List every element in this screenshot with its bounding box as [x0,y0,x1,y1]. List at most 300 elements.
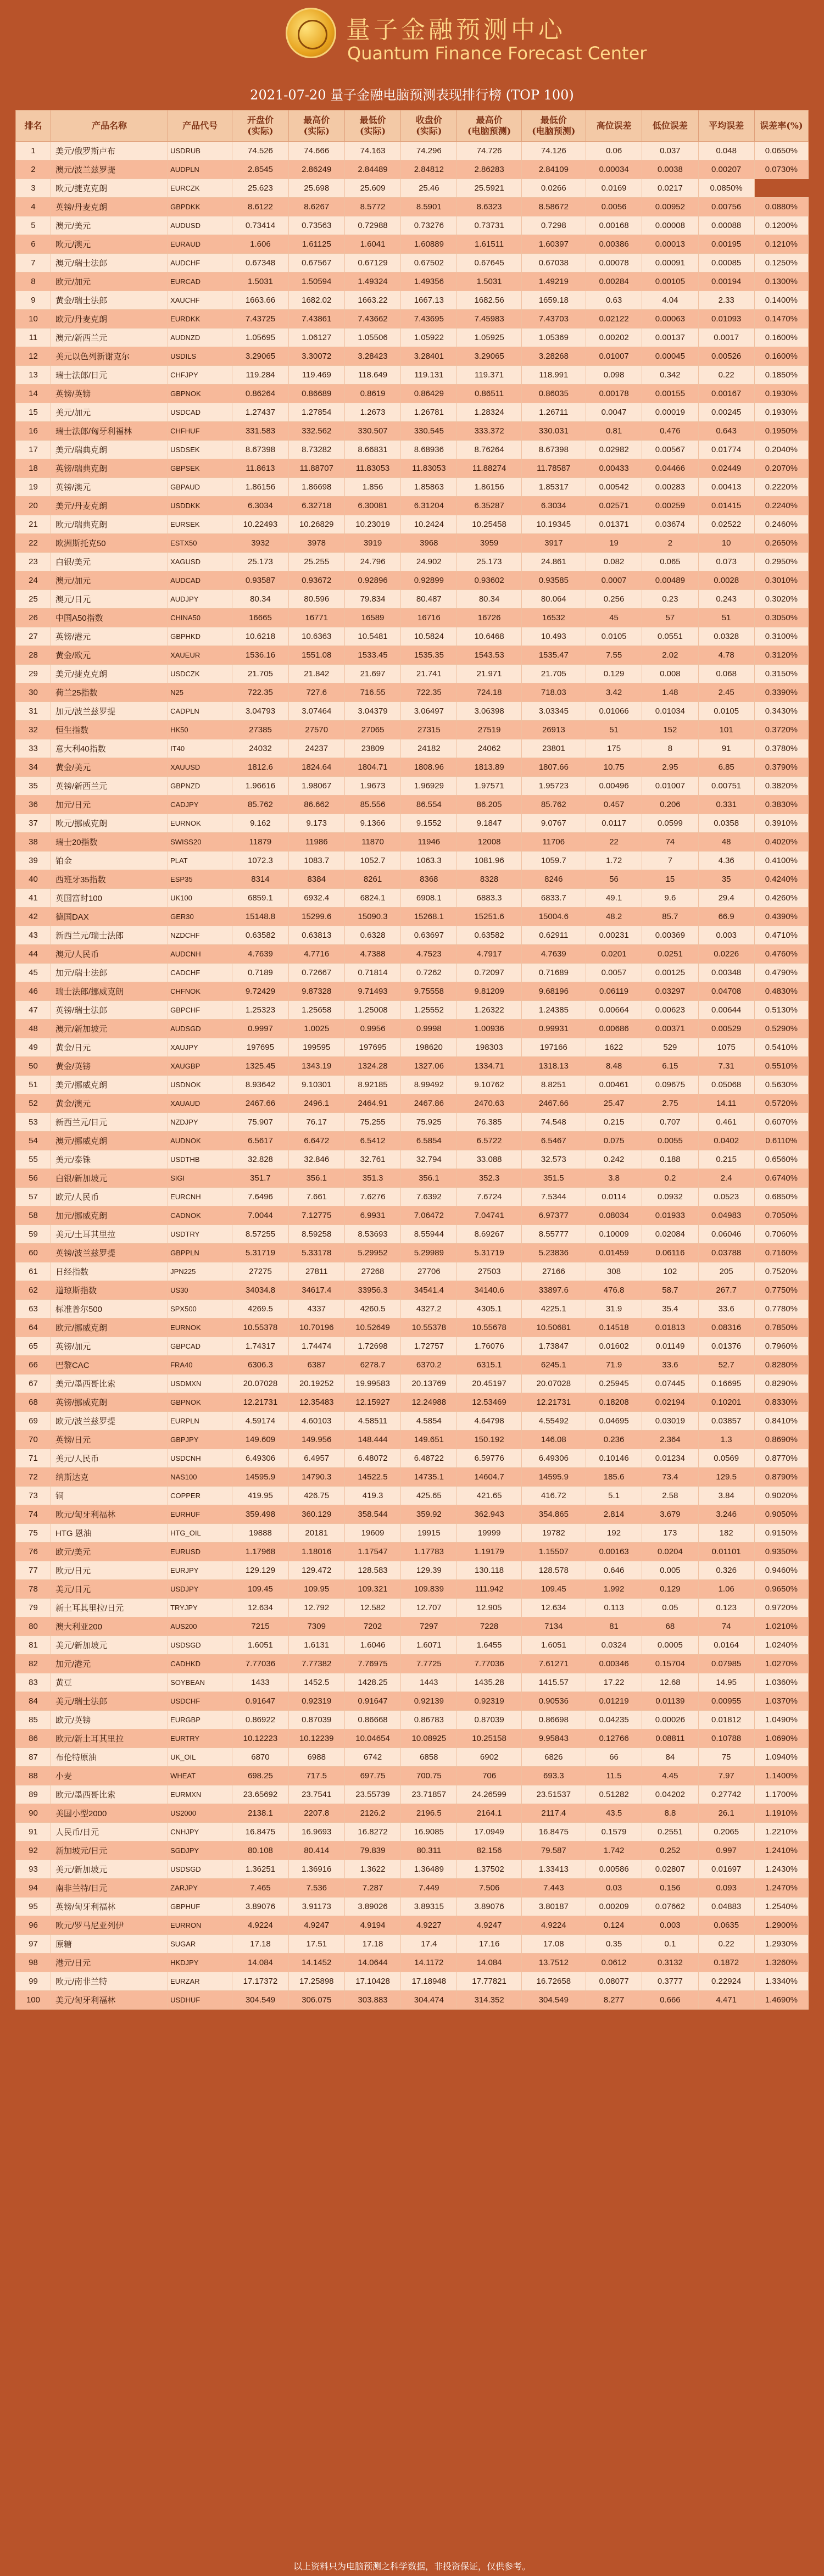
table-cell: 1433 [232,1673,288,1692]
table-cell: 26913 [521,721,586,739]
table-cell: 359.498 [232,1505,288,1524]
table-cell: 10.19345 [521,515,586,534]
table-cell: 0.9998 [401,1020,457,1038]
table-cell: 54 [16,1132,51,1150]
table-cell: 1.6041 [344,235,400,254]
table-cell: 0.0523 [698,1188,754,1206]
table-cell: 5.31719 [457,1244,521,1262]
table-cell: 1.00936 [457,1020,521,1038]
table-cell: 48 [698,833,754,852]
table-cell: 1343.19 [288,1057,344,1076]
table-row [16,1972,809,1991]
table-cell: 0.02084 [642,1225,698,1244]
table-cell: 7297 [401,1617,457,1636]
table-cell: 11.78587 [521,459,586,478]
table-cell: 1.36489 [401,1860,457,1879]
table-cell: 67 [16,1375,51,1393]
table-cell: 0.0880% [754,198,808,216]
table-cell: GBPPLN [168,1244,232,1262]
table-cell: 119.469 [288,366,344,385]
table-cell: 205 [698,1262,754,1281]
table-cell: 16.72658 [521,1972,586,1991]
table-cell: 0.06119 [586,982,642,1001]
table-cell: 16.8475 [232,1823,288,1841]
table-cell: 416.72 [521,1487,586,1505]
table-cell: 34034.8 [232,1281,288,1300]
table-cell: 8384 [288,870,344,889]
table-cell: 52.7 [698,1356,754,1375]
table-cell: 14.1452 [288,1954,344,1972]
table-cell: 0.01459 [586,1244,642,1262]
table-cell: 14735.1 [401,1468,457,1487]
table-cell: 0.1579 [586,1823,642,1841]
table-cell: 10.50681 [521,1318,586,1337]
table-cell: 69 [16,1412,51,1431]
table-cell: 0.01219 [586,1692,642,1711]
table-cell: 0.00026 [642,1711,698,1729]
table-row [16,553,809,571]
table-cell: GBPCAD [168,1337,232,1356]
table-cell: 4.64798 [457,1412,521,1431]
table-cell: 17.18 [232,1935,288,1954]
table-cell: 加元/日元 [51,795,168,814]
table-cell: 1435.28 [457,1673,521,1692]
table-cell: 人民币/日元 [51,1823,168,1841]
table-cell: 27503 [457,1262,521,1281]
table-cell: 1.36251 [232,1860,288,1879]
table-cell: 0.7298 [521,216,586,235]
table-cell: 0.67645 [457,254,521,272]
table-cell: 0.2070% [754,459,808,478]
table-cell: 717.5 [288,1767,344,1785]
table-cell: 97 [16,1935,51,1954]
table-cell: 0.02807 [642,1860,698,1879]
table-cell: 80.108 [232,1841,288,1860]
table-cell: 6278.7 [344,1356,400,1375]
table-cell: 1.17783 [401,1543,457,1561]
table-cell: 0.2551 [642,1823,698,1841]
table-cell: 加元/瑞士法郎 [51,964,168,982]
table-cell: 21.697 [344,665,400,683]
table-cell: 2.84109 [521,160,586,179]
table-cell: USDRUB [168,142,232,160]
table-cell: 25.46 [401,179,457,198]
table-cell: 澳元/日元 [51,590,168,609]
table-cell: 0.00496 [586,777,642,795]
table-cell: 7.31 [698,1057,754,1076]
table-row [16,142,809,160]
table-cell: 16771 [288,609,344,627]
table-cell: 6859.1 [232,889,288,908]
table-cell: 146.08 [521,1431,586,1449]
table-cell: SPX500 [168,1300,232,1318]
table-cell: 铜 [51,1487,168,1505]
table-cell: 1.72757 [401,1337,457,1356]
table-cell: 1075 [698,1038,754,1057]
table-cell: 10.25158 [457,1729,521,1748]
table-cell: EURUSD [168,1543,232,1561]
table-cell: 421.65 [457,1487,521,1505]
table-cell: 24.796 [344,553,400,571]
table-cell: 0.00019 [642,403,698,422]
table-cell: 6858 [401,1748,457,1767]
table-cell: 0.00664 [586,1001,642,1020]
table-cell: 1.97571 [457,777,521,795]
table-row [16,1468,809,1487]
table-cell: 加元/波兰兹罗提 [51,702,168,721]
table-cell: 5.1 [586,1487,642,1505]
table-cell: 25.609 [344,179,400,198]
table-cell: 9.173 [288,814,344,833]
table-cell: 0.08811 [642,1729,698,1748]
table-cell: 86.554 [401,795,457,814]
table-cell: 3.80187 [521,1898,586,1916]
header [0,0,824,82]
table-row [16,235,809,254]
table-cell: 76 [16,1543,51,1561]
table-cell: 0.9720% [754,1599,808,1617]
table-cell: 15 [16,403,51,422]
table-row [16,1337,809,1356]
table-cell: 32.794 [401,1150,457,1169]
table-cell: 16665 [232,609,288,627]
table-cell: 3932 [232,534,288,553]
table-cell: 0.326 [698,1561,754,1580]
table-cell: 1.17547 [344,1543,400,1561]
table-cell: 6.48072 [344,1449,400,1468]
table-cell: 10.04654 [344,1729,400,1748]
table-cell: 330.507 [344,422,400,441]
table-row [16,777,809,795]
table-cell: HTG_OIL [168,1524,232,1543]
table-cell: 澳大利亚200 [51,1617,168,1636]
table-cell: WHEAT [168,1767,232,1785]
table-cell: 0.00063 [642,310,698,329]
table-cell: 0.02982 [586,441,642,459]
table-cell: 0.5630% [754,1076,808,1094]
table-row [16,665,809,683]
table-cell: 15 [642,870,698,889]
table-cell: EURCNH [168,1188,232,1206]
table-cell: 12.35483 [288,1393,344,1412]
table-cell: 4260.5 [344,1300,400,1318]
table-cell: 11 [16,329,51,347]
table-cell: 58 [16,1206,51,1225]
table-cell: 419.3 [344,1487,400,1505]
table-cell: 8.66831 [344,441,400,459]
table-cell: 0.8330% [754,1393,808,1412]
table-cell: 欧元/南非兰特 [51,1972,168,1991]
table-cell: 欧元/英镑 [51,1711,168,1729]
table-cell: 129.129 [232,1561,288,1580]
table-cell: US30 [168,1281,232,1300]
table-cell: 8.68936 [401,441,457,459]
table-cell: 1.19179 [457,1543,521,1561]
table-cell: 9.6 [642,889,698,908]
table-cell: 6870 [232,1748,288,1767]
table-cell: 8246 [521,870,586,889]
table-cell: 87 [16,1748,51,1767]
table-cell: 12.21731 [232,1393,288,1412]
table-cell: 0.00045 [642,347,698,366]
table-cell: 欧元/捷克克朗 [51,179,168,198]
table-cell: 718.03 [521,683,586,702]
table-cell: 8.6267 [288,198,344,216]
table-cell: 瑞士20指数 [51,833,168,852]
table-cell: 0.0569 [698,1449,754,1468]
table-cell: 1808.96 [401,758,457,777]
table-cell: 17.18948 [401,1972,457,1991]
table-row [16,945,809,964]
table-cell: 722.35 [401,683,457,702]
table-cell: 11.83053 [401,459,457,478]
table-cell: 黄金/瑞士法郎 [51,291,168,310]
table-cell: 0.2950% [754,553,808,571]
table-cell: CADPLN [168,702,232,721]
table-cell: 6.5854 [401,1132,457,1150]
table-cell: AUDPLN [168,160,232,179]
table-row [16,982,809,1001]
table-cell: 8.67398 [521,441,586,459]
table-cell: 7.536 [288,1879,344,1898]
table-cell: 75.255 [344,1113,400,1132]
table-cell: 1.25008 [344,1001,400,1020]
table-cell: 0.666 [642,1991,698,2010]
table-cell: 1.25552 [401,1001,457,1020]
table-cell: 12.905 [457,1599,521,1617]
table-cell: 0.4020% [754,833,808,852]
table-cell: 0.25945 [586,1375,642,1393]
table-cell: 24.902 [401,553,457,571]
table-cell: USDSGD [168,1860,232,1879]
table-cell: 304.549 [232,1991,288,2010]
table-cell: 0.646 [586,1561,642,1580]
logo-icon [286,8,336,58]
table-cell: 2.33 [698,291,754,310]
table-cell: 8314 [232,870,288,889]
table-cell: XAUAUD [168,1094,232,1113]
table-cell: 4.9227 [401,1916,457,1935]
table-cell: 英镑/日元 [51,1431,168,1449]
table-cell: 2496.1 [288,1094,344,1113]
table-cell: 29.4 [698,889,754,908]
table-cell: 25.173 [232,553,288,571]
table-cell: 0.01697 [698,1860,754,1879]
table-cell: 0.01066 [586,702,642,721]
table-cell: 23.65692 [232,1785,288,1804]
table-cell: 0.3150% [754,665,808,683]
table-row [16,1785,809,1804]
table-cell: 1812.6 [232,758,288,777]
table-cell: 10.75 [586,758,642,777]
table-cell: 0.0057 [586,964,642,982]
table-cell: 23809 [344,739,400,758]
table-cell: 111.942 [457,1580,521,1599]
table-cell: 0.003 [642,1916,698,1935]
table-cell: 12.24988 [401,1393,457,1412]
table-cell: 7.449 [401,1879,457,1898]
table-cell: 欧元/波兰兹罗提 [51,1412,168,1431]
table-cell: 12 [16,347,51,366]
table-cell: 1663.22 [344,291,400,310]
table-cell: 0.7160% [754,1244,808,1262]
table-row [16,646,809,665]
table-row [16,683,809,702]
table-cell: 14595.9 [521,1468,586,1487]
table-cell: 1.5031 [232,272,288,291]
table-cell: 5.29989 [401,1244,457,1262]
table-row [16,497,809,515]
column-header: 误差率(%) [754,110,808,142]
table-cell: 0.71814 [344,964,400,982]
table-cell: 0.00369 [642,926,698,945]
table-cell: 0.124 [586,1916,642,1935]
table-cell: 358.544 [344,1505,400,1524]
table-cell: 6370.2 [401,1356,457,1375]
table-cell: 21.842 [288,665,344,683]
table-cell: 4.7716 [288,945,344,964]
table-cell: 3.04379 [344,702,400,721]
table-row [16,198,809,216]
table-cell: 12.53469 [457,1393,521,1412]
table-cell: 0.92899 [401,571,457,590]
table-cell: 0.01371 [586,515,642,534]
table-cell: SUGAR [168,1935,232,1954]
table-cell: 0.0105 [586,627,642,646]
table-cell: 英镑/丹麦克朗 [51,198,168,216]
table-cell: 27811 [288,1262,344,1281]
table-cell: 16.9693 [288,1823,344,1841]
table-cell: 93 [16,1860,51,1879]
table-cell: 6883.3 [457,889,521,908]
table-cell: 0.1400% [754,291,808,310]
table-cell: 11.8613 [232,459,288,478]
table-cell: 0.0612 [586,1954,642,1972]
table-cell: 23 [16,553,51,571]
table-cell: 0.3132 [642,1954,698,1972]
table-cell: 0.206 [642,795,698,814]
table-cell: 11946 [401,833,457,852]
table-cell: 1.0270% [754,1655,808,1673]
table-cell: 0.02449 [698,459,754,478]
table-cell: 197695 [232,1038,288,1057]
table-cell: 欧元/挪威克朗 [51,814,168,833]
table-cell: 0.1250% [754,254,808,272]
table-cell: 6.3034 [232,497,288,515]
table-row [16,1225,809,1244]
table-cell: 7.76975 [344,1655,400,1673]
table-cell: 0.92319 [288,1692,344,1711]
table-cell: 16726 [457,609,521,627]
table-cell: 1.85317 [521,478,586,497]
table-cell: 199595 [288,1038,344,1057]
table-cell: 0.73414 [232,216,288,235]
table-cell: 0.00952 [642,198,698,216]
table-cell: 0.0850% [698,179,754,198]
table-row [16,459,809,478]
table-cell: 1.61125 [288,235,344,254]
table-cell: 1.95723 [521,777,586,795]
table-cell: 0.72667 [288,964,344,982]
table-cell: 19 [586,534,642,553]
table-cell: 0.07985 [698,1655,754,1673]
table-cell: 0.86429 [401,385,457,403]
table-cell: 0.008 [642,665,698,683]
table-cell: 0.00168 [586,216,642,235]
table-cell: 0.1200% [754,216,808,235]
table-cell: 21.705 [232,665,288,683]
table-cell: 7309 [288,1617,344,1636]
table-cell: 美元/新加坡元 [51,1860,168,1879]
column-header: 收盘价 (实际) [401,110,457,142]
table-cell: 6.9931 [344,1206,400,1225]
table-cell: 1533.45 [344,646,400,665]
table-cell: 148.444 [344,1431,400,1449]
table-cell: 22 [16,534,51,553]
table-cell: 34140.6 [457,1281,521,1300]
table-cell: 0.00386 [586,235,642,254]
table-cell: 34617.4 [288,1281,344,1300]
table-cell: 澳元/加元 [51,571,168,590]
table-row [16,1524,809,1543]
table-cell: 35 [698,870,754,889]
table-cell: 10.26829 [288,515,344,534]
table-cell: 1.0360% [754,1673,808,1692]
table-cell: 0.93672 [288,571,344,590]
table-cell: 1667.13 [401,291,457,310]
table-cell: 0.3100% [754,627,808,646]
table-row [16,1561,809,1580]
table-cell: 359.92 [401,1505,457,1524]
table-cell: 0.065 [642,553,698,571]
table-cell: 0.00756 [698,198,754,216]
table-cell: 109.839 [401,1580,457,1599]
table-cell: 8.93642 [232,1076,288,1094]
table-cell: 英镑/新西兰元 [51,777,168,795]
table-cell: 0.86698 [521,1711,586,1729]
table-cell: 16.9085 [401,1823,457,1841]
table-cell: 0.00413 [698,478,754,497]
table-cell: 0.8619 [344,385,400,403]
table-cell: 0.1600% [754,347,808,366]
table-cell: 7.77382 [288,1655,344,1673]
table-cell: 0.00008 [642,216,698,235]
table-cell: 10 [16,310,51,329]
table-cell: 6988 [288,1748,344,1767]
table-cell: 1415.57 [521,1673,586,1692]
table-cell: 澳元/新西兰元 [51,329,168,347]
table-cell: 1334.71 [457,1057,521,1076]
table-cell: CADJPY [168,795,232,814]
table-cell: 0.3910% [754,814,808,833]
table-cell: 0.7262 [401,964,457,982]
table-cell: 21.741 [401,665,457,683]
table-cell: 0.01602 [586,1337,642,1356]
table-cell: 2.75 [642,1094,698,1113]
table-cell: EURTRY [168,1729,232,1748]
table-cell: 7.77036 [457,1655,521,1673]
table-cell: 1.0370% [754,1692,808,1711]
table-cell: 0.129 [642,1580,698,1599]
table-cell: 2.02 [642,646,698,665]
table-cell: XAGUSD [168,553,232,571]
table-cell: 2.86283 [457,160,521,179]
table-cell: EURZAR [168,1972,232,1991]
table-cell: 0.0017 [698,329,754,347]
table-cell: 4.58511 [344,1412,400,1431]
table-cell: 56 [16,1169,51,1188]
title-en: Quantum Finance Forecast Center [347,43,647,64]
